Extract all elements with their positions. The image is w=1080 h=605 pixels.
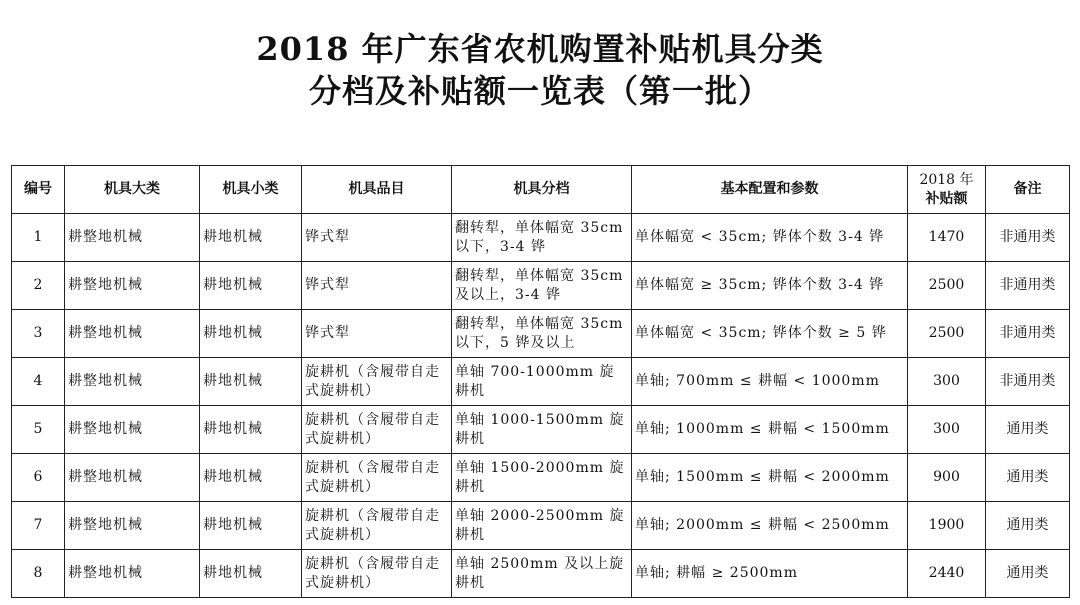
header-amount xyxy=(908,166,986,214)
cell-amount: 1470 xyxy=(908,214,986,262)
cell-minor: 耕地机械 xyxy=(200,310,302,358)
cell-tier: 单轴 1000-1500mm 旋耕机 xyxy=(452,406,632,454)
cell-config: 单轴; 1500mm ≤ 耕幅 < 2000mm xyxy=(632,454,908,502)
cell-major: 耕整地机械 xyxy=(65,454,200,502)
cell-item: 旋耕机（含履带自走式旋耕机） xyxy=(302,502,452,550)
table-row xyxy=(12,214,1070,262)
header-amount-line2: 补贴额 xyxy=(925,190,968,207)
cell-config: 单轴; 2000mm ≤ 耕幅 < 2500mm xyxy=(632,502,908,550)
header-config: 基本配置和参数 xyxy=(632,166,908,214)
cell-tier: 单轴 1500-2000mm 旋耕机 xyxy=(452,454,632,502)
cell-note: 通用类 xyxy=(986,502,1070,550)
cell-major: 耕整地机械 xyxy=(65,550,200,598)
title-line-2: 分档及补贴额一览表（第一批） xyxy=(308,72,771,110)
cell-amount: 1900 xyxy=(908,502,986,550)
cell-config: 单轴; 耕幅 ≥ 2500mm xyxy=(632,550,908,598)
cell-minor: 耕地机械 xyxy=(200,454,302,502)
cell-amount: 2440 xyxy=(908,550,986,598)
cell-no: 3 xyxy=(12,310,65,358)
cell-minor: 耕地机械 xyxy=(200,214,302,262)
cell-config: 单轴; 1000mm ≤ 耕幅 < 1500mm xyxy=(632,406,908,454)
cell-amount: 2500 xyxy=(908,262,986,310)
cell-tier: 单轴 700-1000mm 旋耕机 xyxy=(452,358,632,406)
cell-item: 铧式犁 xyxy=(302,214,452,262)
table-row xyxy=(12,262,1070,310)
table-header-row xyxy=(12,166,1070,214)
cell-config: 单体幅宽 < 35cm; 铧体个数 ≥ 5 铧 xyxy=(632,310,908,358)
cell-amount: 2500 xyxy=(908,310,986,358)
cell-tier: 单轴 2500mm 及以上旋耕机 xyxy=(452,550,632,598)
cell-note: 通用类 xyxy=(986,406,1070,454)
cell-item: 铧式犁 xyxy=(302,262,452,310)
cell-item: 旋耕机（含履带自走式旋耕机） xyxy=(302,406,452,454)
cell-item: 旋耕机（含履带自走式旋耕机） xyxy=(302,454,452,502)
cell-config: 单体幅宽 ≥ 35cm; 铧体个数 3-4 铧 xyxy=(632,262,908,310)
subsidy-table xyxy=(11,165,1070,598)
cell-major: 耕整地机械 xyxy=(65,262,200,310)
cell-note: 非通用类 xyxy=(986,214,1070,262)
cell-major: 耕整地机械 xyxy=(65,502,200,550)
cell-minor: 耕地机械 xyxy=(200,358,302,406)
cell-no: 4 xyxy=(12,358,65,406)
cell-item: 旋耕机（含履带自走式旋耕机） xyxy=(302,358,452,406)
cell-tier: 单轴 2000-2500mm 旋耕机 xyxy=(452,502,632,550)
table-row xyxy=(12,550,1070,598)
cell-amount: 900 xyxy=(908,454,986,502)
cell-note: 通用类 xyxy=(986,550,1070,598)
cell-note: 通用类 xyxy=(986,454,1070,502)
cell-tier: 翻转犁，单体幅宽 35cm 及以上，3-4 铧 xyxy=(452,262,632,310)
cell-minor: 耕地机械 xyxy=(200,550,302,598)
table-row xyxy=(12,502,1070,550)
cell-note: 非通用类 xyxy=(986,262,1070,310)
title-line-1: 2018 年广东省农机购置补贴机具分类 xyxy=(256,30,824,68)
cell-minor: 耕地机械 xyxy=(200,262,302,310)
cell-config: 单体幅宽 < 35cm; 铧体个数 3-4 铧 xyxy=(632,214,908,262)
cell-no: 6 xyxy=(12,454,65,502)
header-minor: 机具小类 xyxy=(200,166,302,214)
cell-minor: 耕地机械 xyxy=(200,502,302,550)
table-row xyxy=(12,454,1070,502)
cell-major: 耕整地机械 xyxy=(65,214,200,262)
cell-no: 5 xyxy=(12,406,65,454)
cell-note: 非通用类 xyxy=(986,310,1070,358)
cell-note: 非通用类 xyxy=(986,358,1070,406)
cell-tier: 翻转犁，单体幅宽 35cm 以下，5 铧及以上 xyxy=(452,310,632,358)
cell-amount: 300 xyxy=(908,406,986,454)
cell-no: 2 xyxy=(12,262,65,310)
header-tier: 机具分档 xyxy=(452,166,632,214)
cell-no: 7 xyxy=(12,502,65,550)
cell-config: 单轴; 700mm ≤ 耕幅 < 1000mm xyxy=(632,358,908,406)
cell-major: 耕整地机械 xyxy=(65,358,200,406)
header-amount-line1: 2018 年 xyxy=(919,171,974,188)
header-major: 机具大类 xyxy=(65,166,200,214)
cell-item: 旋耕机（含履带自走式旋耕机） xyxy=(302,550,452,598)
cell-major: 耕整地机械 xyxy=(65,406,200,454)
cell-item: 铧式犁 xyxy=(302,310,452,358)
cell-no: 1 xyxy=(12,214,65,262)
header-item: 机具品目 xyxy=(302,166,452,214)
document-title xyxy=(0,28,1080,112)
cell-minor: 耕地机械 xyxy=(200,406,302,454)
cell-tier: 翻转犁，单体幅宽 35cm 以下，3-4 铧 xyxy=(452,214,632,262)
header-note: 备注 xyxy=(986,166,1070,214)
table-row xyxy=(12,310,1070,358)
header-no: 编号 xyxy=(12,166,65,214)
cell-major: 耕整地机械 xyxy=(65,310,200,358)
cell-amount: 300 xyxy=(908,358,986,406)
table-row xyxy=(12,406,1070,454)
table-row xyxy=(12,358,1070,406)
cell-no: 8 xyxy=(12,550,65,598)
